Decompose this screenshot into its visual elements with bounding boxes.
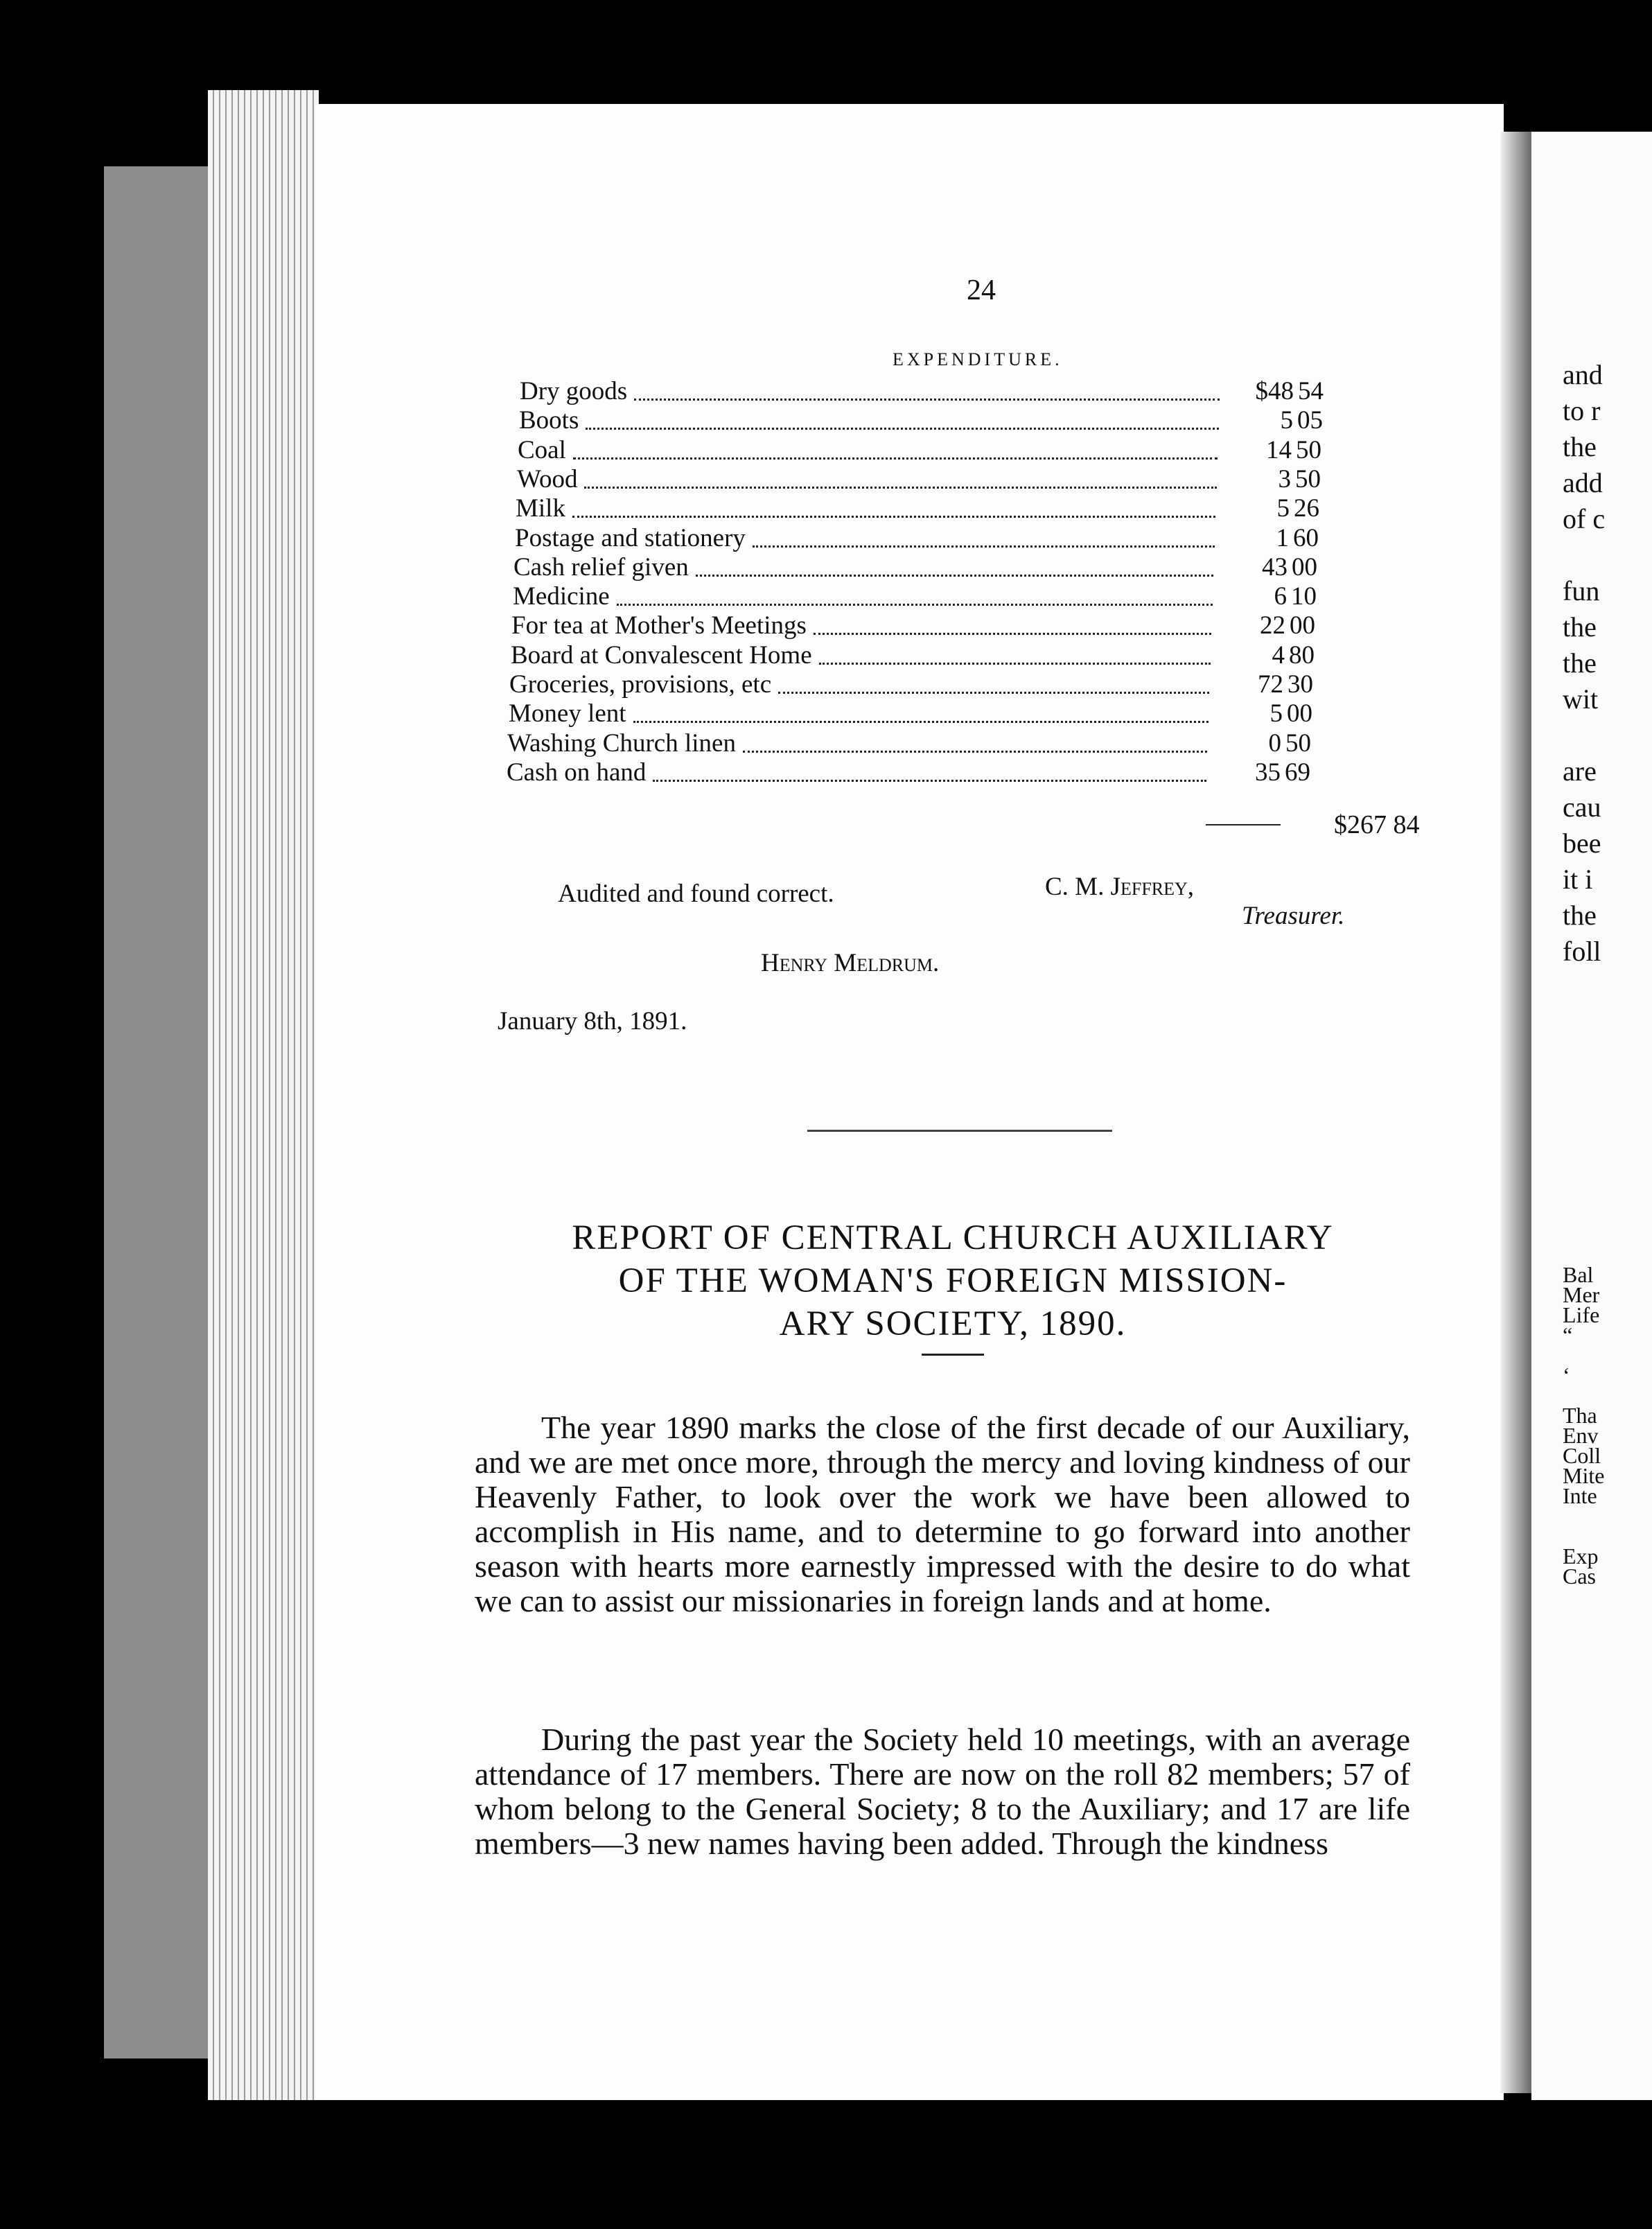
facing-page-fragment: Mer [1563, 1282, 1600, 1307]
expenditure-row [520, 378, 1334, 405]
expenditure-label: Postage and stationery [515, 524, 746, 552]
facing-page-fragment: “ [1563, 1322, 1573, 1347]
expenditure-label: Money lent [509, 699, 626, 728]
facing-page-fragment: ‘ [1563, 1363, 1570, 1388]
facing-page-fragment: fun [1563, 575, 1600, 606]
expenditure-label: Groceries, provisions, etc [509, 670, 772, 699]
audited-text: Audited and found correct. [558, 880, 834, 908]
expenditure-cents: 05 [1297, 406, 1323, 435]
dot-leader [572, 495, 1215, 518]
facing-page-fragment [1563, 1506, 1604, 1526]
page-edges [208, 90, 319, 2100]
dot-leader [778, 671, 1209, 694]
expenditure-row [507, 759, 1321, 787]
expenditure-label: Boots [519, 406, 579, 435]
expenditure-cents: 30 [1288, 670, 1313, 699]
facing-page-bottom-fragments [1563, 1262, 1605, 1589]
report-paragraph-2: During the past year the Society held 10 meetings, with an average attendance of 17 members. There are now on the roll 82 members; 57 of whom belong to the General Society; 8 to the Auxiliary; and 17 are life members—3 new names having been added. Through the kindness [475, 1722, 1410, 1861]
expenditure-label: Cash relief given [513, 553, 689, 582]
dot-leader [573, 437, 1218, 460]
expenditure-cents: 60 [1293, 524, 1319, 552]
expenditure-label: For tea at Mother's Meetings [511, 611, 807, 640]
report-title-line-1: REPORT OF CENTRAL CHURCH AUXILIARY [572, 1218, 1334, 1257]
dot-leader [819, 642, 1211, 665]
expenditure-dollars: 35 [1255, 758, 1281, 787]
expenditure-label: Cash on hand [507, 758, 647, 787]
treasurer-name: C. M. Jeffrey, [1045, 873, 1195, 901]
facing-page-fragment: foll [1563, 936, 1601, 967]
report-date: January 8th, 1891. [498, 1007, 687, 1035]
expenditure-label: Coal [518, 436, 566, 464]
section-divider [807, 1130, 1112, 1132]
expenditure-row [513, 554, 1328, 582]
facing-page-fragment: Env [1563, 1423, 1599, 1448]
report-title-line-2: OF THE WOMAN'S FOREIGN MISSION- [618, 1261, 1288, 1300]
expenditure-label: Medicine [513, 582, 610, 611]
report-title [485, 1216, 1421, 1345]
facing-page-fragment: Bal [1563, 1262, 1594, 1287]
dot-leader [584, 466, 1217, 489]
dot-leader [696, 554, 1213, 577]
facing-page-fragment: are [1563, 755, 1597, 787]
expenditure-label: Wood [517, 465, 578, 493]
expenditure-row [518, 437, 1332, 464]
expenditure-label: Dry goods [520, 377, 628, 405]
expenditure-row [509, 671, 1324, 699]
expenditure-label: Milk [516, 494, 565, 523]
treasurer-title: Treasurer. [1242, 902, 1345, 930]
expenditure-row [511, 612, 1326, 640]
facing-page-fragment: and [1563, 359, 1603, 390]
facing-page-fragment: Inte [1563, 1483, 1597, 1508]
expenditure-dollars: 5 [1280, 406, 1293, 435]
expenditure-cents: 50 [1296, 436, 1321, 464]
facing-page-fragment: bee [1563, 828, 1601, 859]
facing-page-fragment: Mite [1563, 1463, 1605, 1488]
expenditure-row [515, 525, 1329, 552]
report-paragraph-1: The year 1890 marks the close of the first decade of our Auxiliary, and we are met once more, through the mercy and loving kindness of our Heavenly Father, to look over the work we have been allowed to accomplish in His name, and to determine to go forward into another season with hearts more earnestly impressed with the desire to do what we can to assist our missionaries in foreign lands and at home. [475, 1410, 1410, 1618]
facing-page-fragment: Exp [1563, 1544, 1599, 1568]
dot-leader [634, 378, 1220, 401]
expenditure-dollars: 5 [1276, 494, 1290, 523]
auditor-name: Henry Meldrum. [761, 949, 940, 977]
facing-page-top-fragments [1563, 357, 1605, 970]
dot-leader [814, 612, 1211, 635]
dot-leader [633, 700, 1209, 723]
facing-page-fragment: wit [1563, 683, 1599, 715]
expenditure-row [509, 700, 1323, 728]
facing-page-fragment: add [1563, 467, 1603, 498]
report-title-line-3: ARY SOCIETY, 1890. [779, 1304, 1127, 1343]
facing-page-fragment: the [1563, 900, 1597, 931]
facing-page-fragment: Coll [1563, 1443, 1601, 1468]
expenditure-dollars: 1 [1276, 524, 1289, 552]
facing-page-fragment [1563, 537, 1605, 573]
expenditure-row [507, 730, 1321, 758]
total-rule [1206, 824, 1281, 825]
page-number: 24 [967, 274, 996, 306]
expenditure-dollars: 72 [1258, 670, 1283, 699]
expenditure-total: $267 84 [1334, 810, 1420, 839]
expenditure-dollars: 14 [1266, 436, 1292, 464]
facing-page-fragment: Tha [1563, 1403, 1597, 1428]
expenditure-row [519, 407, 1333, 435]
expenditure-cents: 00 [1287, 699, 1312, 728]
facing-page-fragment: the [1563, 611, 1597, 643]
facing-page-fragment: the [1563, 647, 1597, 679]
expenditure-heading: EXPENDITURE. [893, 349, 1063, 369]
expenditure-label: Board at Convalescent Home [511, 641, 812, 670]
expenditure-cents: 00 [1292, 553, 1317, 582]
facing-page-fragment: of c [1563, 503, 1606, 534]
expenditure-dollars: 0 [1268, 729, 1281, 758]
dot-leader [617, 583, 1213, 606]
expenditure-cents: 50 [1285, 729, 1311, 758]
facing-page-fragment [1563, 717, 1605, 753]
expenditure-dollars: 6 [1274, 582, 1287, 611]
dot-leader [653, 759, 1206, 782]
expenditure-dollars: 3 [1278, 465, 1291, 493]
expenditure-row [513, 583, 1327, 611]
expenditure-row [516, 495, 1330, 523]
expenditure-cents: 10 [1291, 582, 1317, 611]
expenditure-dollars: $48 [1255, 377, 1294, 405]
facing-page-fragment: it i [1563, 864, 1593, 895]
expenditure-dollars: 43 [1262, 553, 1288, 582]
expenditure-row [511, 642, 1325, 670]
expenditure-cents: 26 [1294, 494, 1319, 523]
facing-page-fragment: the [1563, 431, 1597, 462]
expenditure-row [517, 466, 1331, 493]
title-rule [922, 1354, 984, 1356]
dot-leader [586, 407, 1219, 430]
expenditure-cents: 00 [1290, 611, 1315, 640]
dot-leader [743, 730, 1207, 753]
dot-leader [753, 525, 1215, 548]
facing-page-fragment: Cas [1563, 1564, 1596, 1589]
expenditure-label: Washing Church linen [507, 729, 736, 758]
facing-page-fragment: Life [1563, 1302, 1600, 1327]
facing-page-fragment: cau [1563, 792, 1601, 823]
expenditure-cents: 50 [1295, 465, 1321, 493]
expenditure-cents: 80 [1289, 641, 1315, 670]
facing-page-fragment: to r [1563, 395, 1601, 426]
expenditure-dollars: 4 [1272, 641, 1285, 670]
expenditure-dollars: 22 [1260, 611, 1285, 640]
expenditure-dollars: 5 [1269, 699, 1283, 728]
expenditure-cents: 69 [1285, 758, 1310, 787]
expenditure-cents: 54 [1298, 377, 1324, 405]
